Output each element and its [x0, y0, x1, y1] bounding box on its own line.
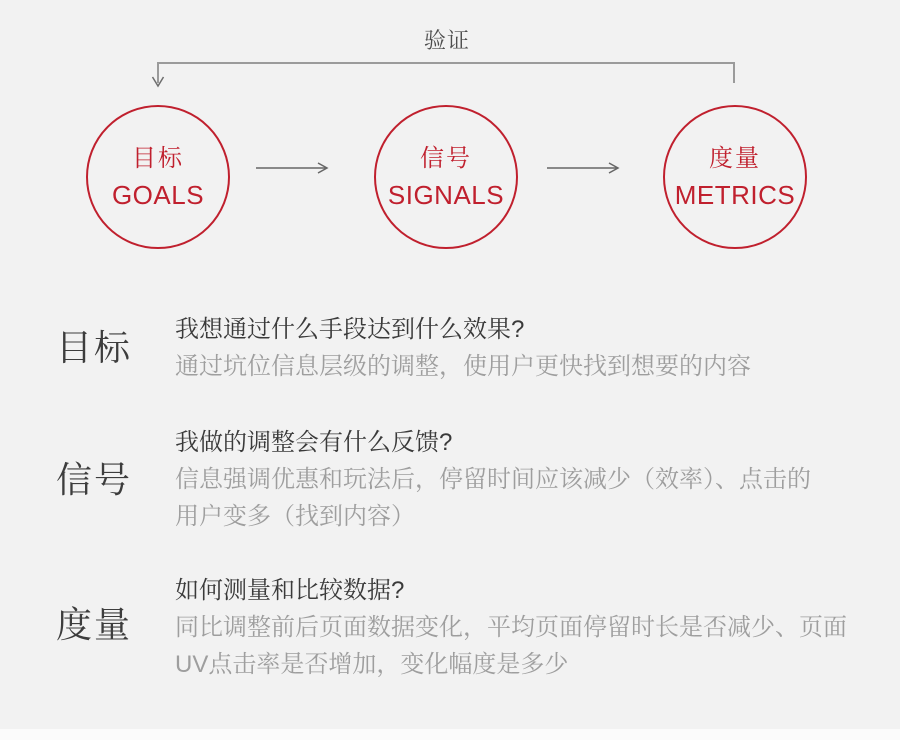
node-metrics-zh-label: 度量: [709, 145, 761, 172]
bottom-strip: [0, 729, 900, 740]
section-signals-answer-line: 用户变多（找到内容）: [175, 503, 415, 530]
gsm-flow-diagram: [0, 0, 900, 290]
feedback-loop-label: 验证: [423, 28, 470, 53]
section-signals-content: [175, 424, 865, 535]
node-goals-en-label: GOALS: [111, 180, 205, 210]
node-goals: [86, 105, 230, 249]
section-signals-label: 信号: [56, 459, 133, 500]
section-signals-question: 我做的调整会有什么反馈?: [175, 429, 453, 456]
node-signals-zh-label: 信号: [420, 145, 472, 172]
section-goals-question: 我想通过什么手段达到什么效果?: [175, 316, 525, 343]
section-metrics-question: 如何测量和比较数据?: [175, 577, 405, 604]
section-goals-content: [175, 311, 865, 385]
node-goals-zh-label: 目标: [132, 145, 184, 172]
section-goals-answer-line: 通过坑位信息层级的调整，使用户更快找到想要的内容: [175, 353, 751, 380]
node-signals: [374, 105, 518, 249]
node-signals-en-label: SIGNALS: [387, 180, 505, 210]
section-metrics-answer-line: UV点击率是否增加，变化幅度是多少: [175, 651, 569, 678]
section-metrics-answer-line: 同比调整前后页面数据变化，平均页面停留时长是否减少、页面: [175, 614, 847, 641]
node-metrics-en-label: METRICS: [674, 180, 796, 210]
section-signals-answer-line: 信息强调优惠和玩法后，停留时间应该减少（效率）、点击的: [175, 466, 811, 493]
section-metrics-label: 度量: [56, 604, 133, 645]
section-goals-label: 目标: [56, 327, 133, 368]
node-metrics: [663, 105, 807, 249]
section-metrics-content: [175, 572, 865, 683]
feedback-bracket-line: [158, 63, 734, 83]
